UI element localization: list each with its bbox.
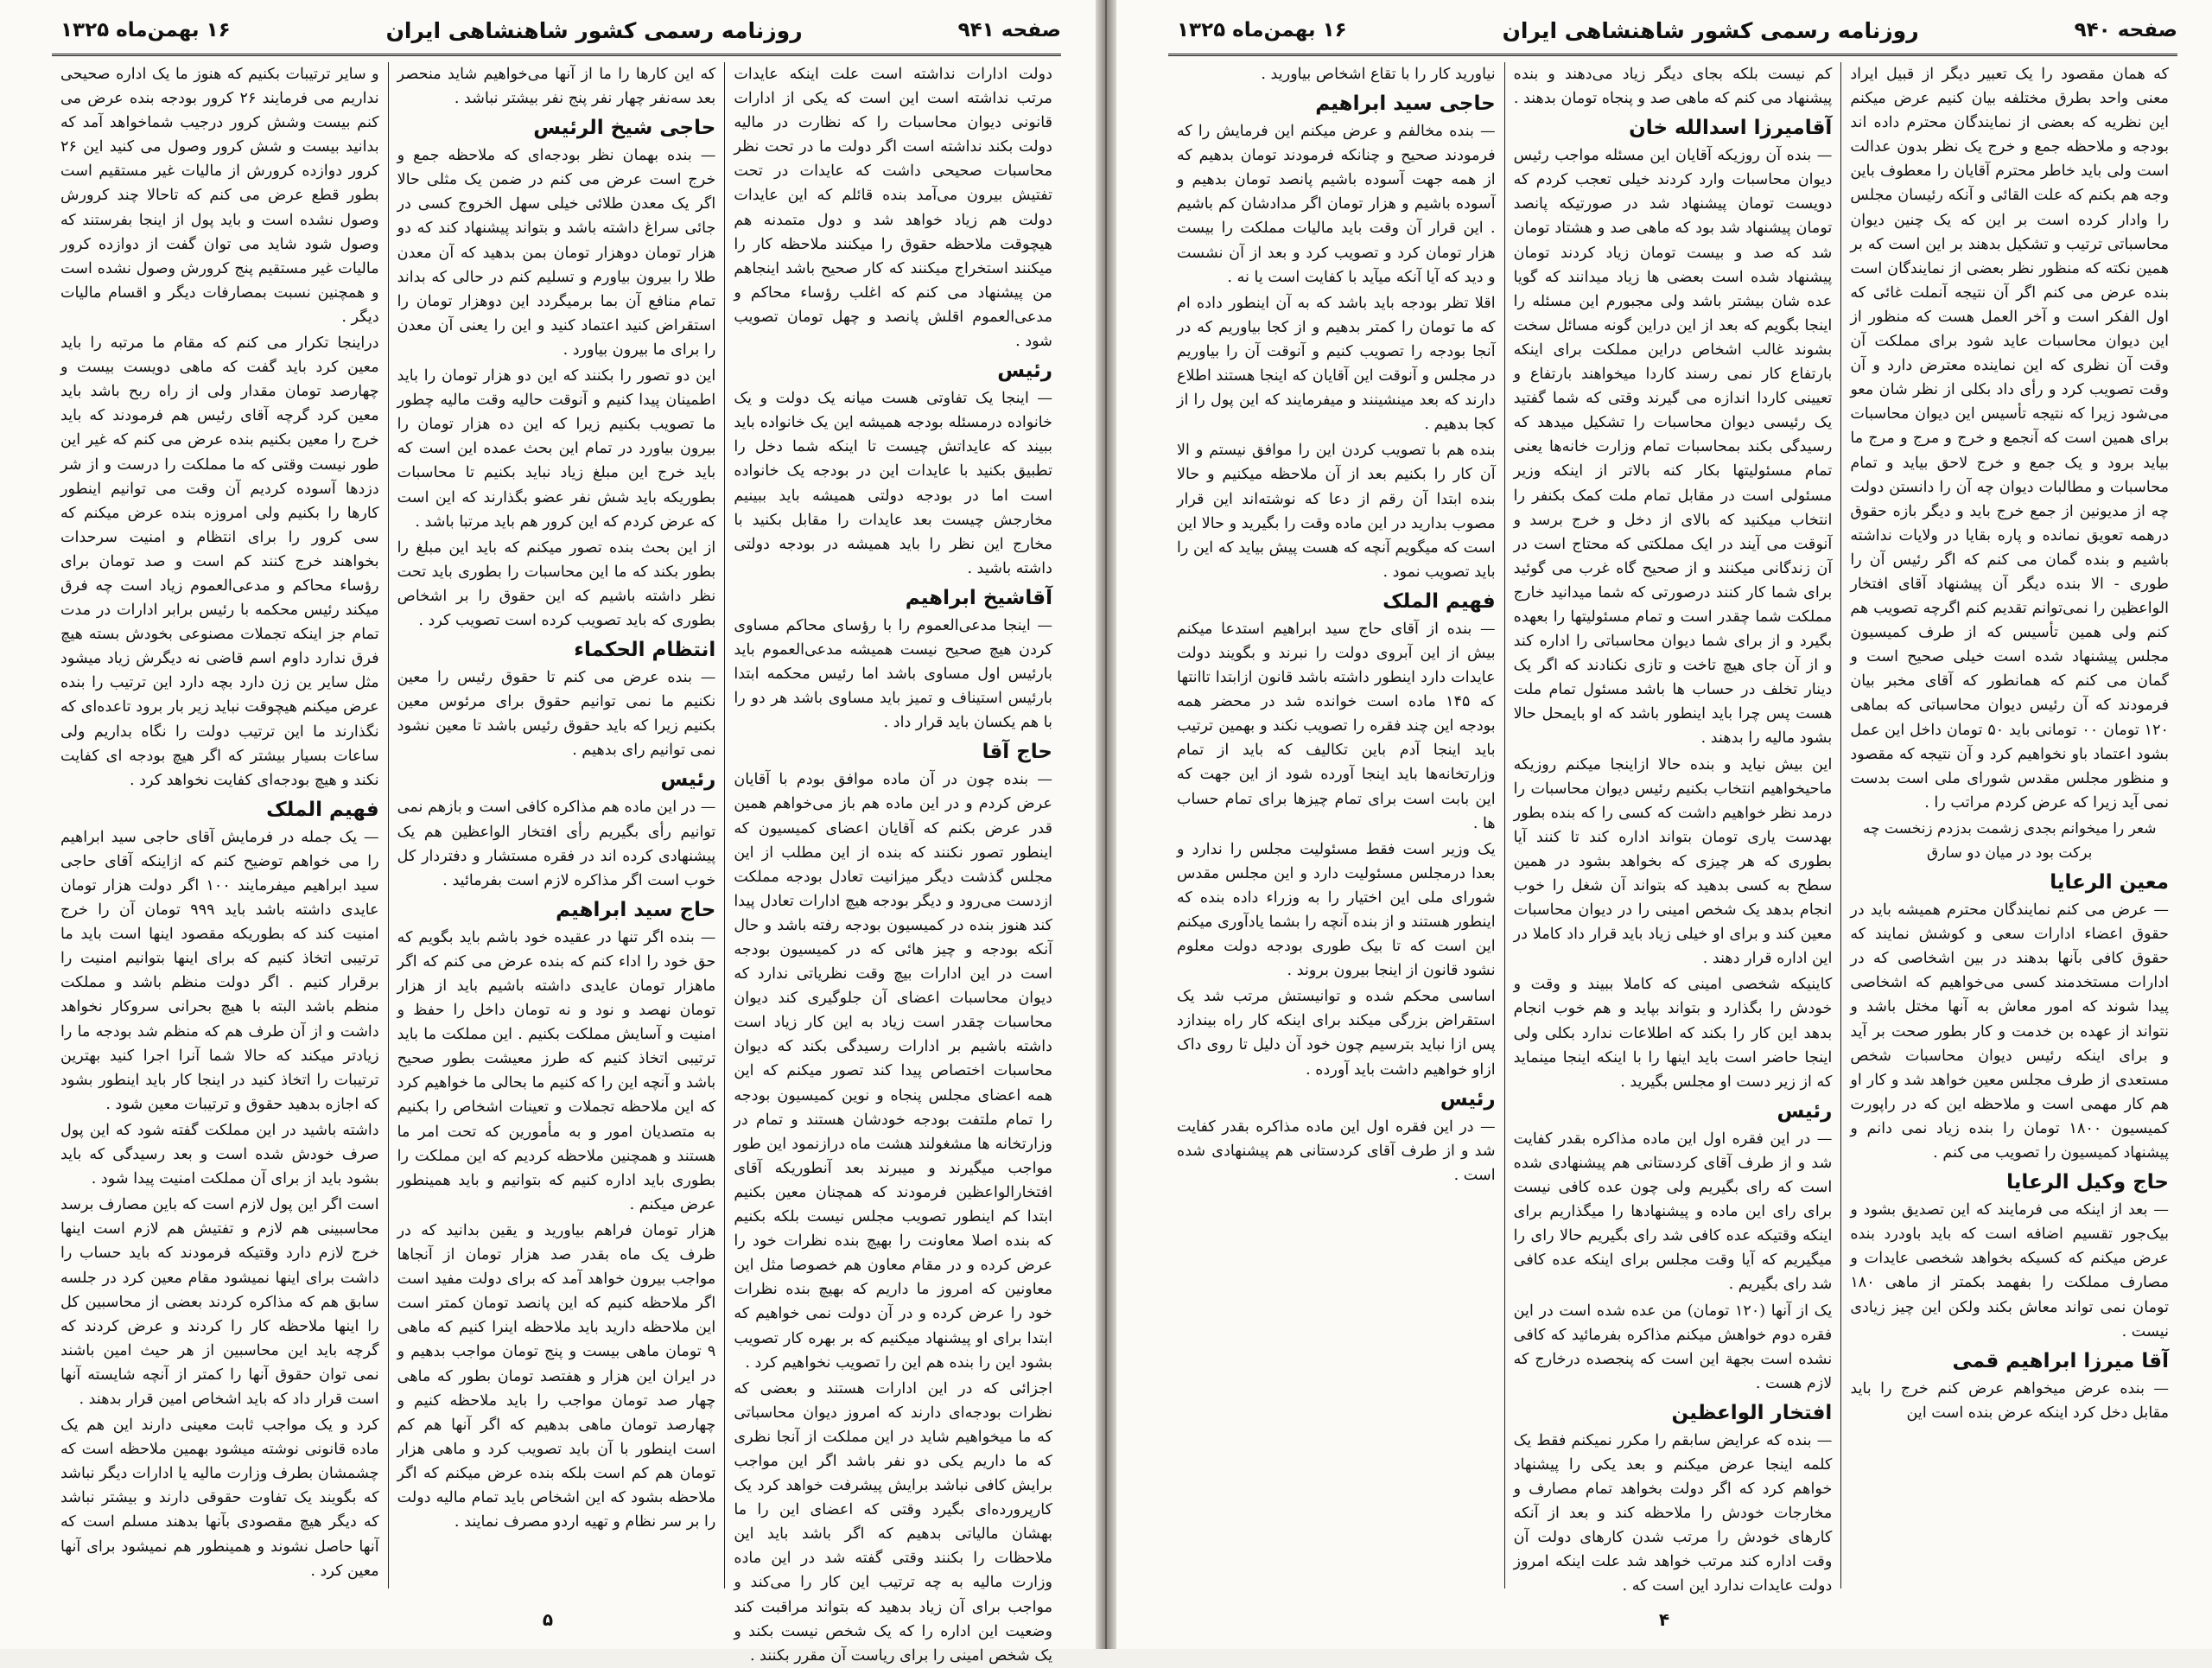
paragraph: و سایر ترتیبات بکنیم که هنوز ما یک اداره صحیحی نداریم می فرمایند ۲۶ کرور بودجه بنده عرض می کنم بیست وشش کرور درجیب شماخواهد آمد که بدانید بیست و شش کرور وصول می کنید این ۲۶ کرور دوازده کرورش از مالیات غیر مستقیم است بطور قطع عرض می کنم که تاحالا چند کرورش وصول نشده است و باید پول از اینجا بفرستند که وصول شود شاید می توان گفت از دوازده کرور مالیات غیر مستقیم پنج کرورش وصول نشده است و همچنین نسبت بمصارفات دیگر و اقسام مالیات دیگر . [60,66,379,326]
paragraph: کم نیست بلکه بجای دیگر زیاد می‌دهند و بنده پیشنهاد می کنم که ماهی صد و پنجاه تومان بدهند . [1513,66,1833,108]
paragraph: — بنده عرض میخواهم عرض کنم خرج را باید مقابل دخل کرد اینکه عرض بنده است این [1850,1379,2169,1422]
speaker-heading: حاجی سید ابراهیم [1315,92,1496,116]
speaker-heading: حاج آقا [982,741,1052,764]
paragraph: — در این ماده هم مذاکره کافی است و بازهم نمی توانیم رأی بگیریم رأی افتخار الواعظین هم یک پیشنهادی کرده اند در فقره مستشار و دفتردار کل خوب است اگر مذاکره لازم است بفرمائید . [397,799,716,889]
speaker-heading: رئیس [660,768,716,792]
paragraph: — بنده عرض می کنم تا حقوق رئیس را معین نکنیم ما نمی توانیم حقوق برای مرئوس معین بکنیم زیرا که باید حقوق رئیس باشد تا معین نشود نمی توانیم رای بدهیم . [397,669,716,760]
newspaper-title: روزنامه رسمی کشور شاهنشاهی ایران [1502,17,1919,43]
paragraph: کرد و یک مواجب ثابت معینی دارند این هم یک ماده قانونی نوشته میشود بهمین ملاحظه است که چشمشان بطرف وزارت مالیه یا ادارات دیگر نباشد که بگویند یک تفاوت حقوقی دارند و بیشتر نباشد که دیگر هیچ مقصودی بآنها بدهند مسلم است که آنها حاصل نشوند و همینطور هم نمیشود برای آنها معین کرد . [60,1417,379,1580]
speaker-heading: آقامیرزا اسدالله خان [1629,117,1833,140]
paragraph: — عرض می کنم نمایندگان محترم همیشه باید در حقوق اعضاء ادارات سعی و کوشش نمایند که حقوق کافی بآنها بدهند در بین اشخاصی که در ادارات مستخدمند کسی می‌خواهیم که اشخاصی پیدا شوند که امور معاش به آنها مختل باشد و نتواند از عهده بن خدمت و کار بطور صحت بر آید و برای اینکه رئیس دیوان محاسبات شخص مستعدی از طرف مجلس معین خواهد شد و کار او هم کار مهمی است و ملاحظه این که در راپورت کمیسیون ۱۸۰۰ تومان را بنده زیاد نمی دانم و پیشنهاد کمیسیون را تصویب می کنم . [1850,901,2169,1162]
paragraph: — در این فقره اول این ماده مذاکره بقدر کفایت شد و از طرف آقای کردستانی هم پیشنهادی شده است که رای بگیریم ولی چون عده کافی نیست برای رای این ماده و پیشنهادها را میگذاریم برای اینکه وقتیکه عده کافی شد رای بگیریم حالا رای را میگیریم که آیا وقت مجلس برای اینکه عده کافی شد رای بگیریم . [1513,1130,1833,1294]
masthead-left [60,7,1061,54]
paragraph: یک وزیر است فقط مسئولیت مجلس را ندارد و بعدا درمجلس مسئولیت دارد و این مجلس مقدس شورای ملی این اختیار را به وزراء داده بنده که اینطور هستند و از بنده آنچه را بشما یادآوری میکنم این است که تا بیک طوری بودجه دولت معلوم نشود قانون از اینجا بیرون بروند . [1176,840,1496,980]
paragraph: — اینجا یک تفاوتی هست میانه یک دولت و یک خانواده درمسئله بودجه همیشه این یک خانواده باید ببیند که عایداتش چیست تا اینکه شما دخل را تطبیق بکنید با عایدات این در بودجه یک خانواده است اما در بودجه دولتی همیشه باید ببینیم مخارجش چیست بعد عایدات را مقابل بکنید با مخارج این نظر را باید همیشه در بودجه دولتی داشته باشید . [734,390,1052,577]
page-label: صفحه ۹۴۰ [2074,19,2177,41]
speaker-heading: حاج سید ابراهیم [556,898,716,921]
paragraph: اساسی محکم شده و توانیستش مرتب شد یک استقراض بزرگی میکند برای اینکه کار راه بیندازد پس ازا نباید بترسیم چون خود آن دلیل تا روی داک ازاو خواهیم داشت باید آورده . [1176,988,1496,1079]
paragraph: این بیش نیاید و بنده حالا ازاینجا میکنم روزیکه ماحیخواهیم انتخاب بکنیم رئیس دیوان محاسبات را درمد نظر خواهیم داشت که کسی را که بنده بطور بهدست یاری تومان بتواند اداره کند تا کنند آیا بطوری که هر چیزی که بخواهد بشود در همین سطح به کسی بدهید که بتواند آن شغل را خوب انجام بدهد یک شخص امینی را در دیوان محاسبات معین کند و برای او خیلی زیاد باید قرار داد کاملا در این اداره قرار دهند . [1513,755,1833,968]
speaker-heading: رئیس [1777,1099,1833,1123]
paragraph: است اگر این پول لازم است که باین مصارف برسد محاسبینی هم لازم و تفتیش هم لازم است اینها خرج لازم دارد وقتیکه فرمودند که باید حساب را داشت برای اینها نمیشود مقام معین کرد در جلسه سابق هم که مذاکره کردند بعضی از محاسبین کل را اینها ملاحظه کار را کردند و عرض کردند که گرچه باید این محاسبین از هر حیث امین باشند نمی توان حقوق آنها را کمتر از آنچه شایسته آنها است قرار داد که باید اشخاص امین قرار بدهند . [60,1196,379,1408]
issue-date: ۱۶ بهمن‌ماه ۱۳۲۵ [60,19,231,41]
speaker-heading: انتظام الحکماء [574,639,716,662]
page-footer-number: ۴ [1658,1609,1670,1630]
text-column [52,62,388,1588]
paragraph: اقلا تظر بودجه باید باشد که به آن اینطور داده ام که ما تومان را کمتر بدهیم و از کجا بیاوریم که در آنجا بودجه را تصویب کنیم و آنوقت آن را بیاوریم در مجلس و آنوقت این آقایان که اینجا هستند اطلاع دارند که بعد مینشینند و میفرمایند که این پول را از کجا بدهیم . [1176,294,1496,434]
newspaper-title: روزنامه رسمی کشور شاهنشاهی ایران [385,17,803,43]
paragraph: هزار تومان فراهم بیاورید و یقین بدانید که در ظرف یک ماه بقدر صد هزار تومان از آنجاها مواجب بیرون خواهد آمد که برای دولت مفید است اگر ملاحظه کنیم که این پانصد تومان کمتر است این ملاحظه دارید باید ملاحظه اینرا کنیم که ماهی ۹ تومان ماهی بیست و پنج تومان مواجب بدهیم و در ایران این هزار و هفتصد تومان بطور که ماهی چهار صد تومان مواجب را باید ملاحظه کنیم و چهارصد تومان ماهی بدهیم که اگر آنها هم کم است اینطور با آن باید تصویب کرد و ماهی هزار تومان هم کم است بلکه بنده عرض میکنم که اگر ملاحظه بشود که این اشخاص باید تمام مالیه دولت را بر سر نظام و تهیه اردو مصرف نمایند . [397,1221,716,1531]
speaker-heading: حاجی شیخ الرئیس [533,117,716,140]
text-column [1840,62,2177,1588]
speaker-heading: آقاشیخ ابراهیم [905,586,1052,609]
speaker-heading: آقا میرزا ابراهیم قمی [1952,1349,2169,1372]
text-column [1504,62,1841,1595]
paragraph: بنده هم با تصویب کردن این را موافق نیستم و الا آن کار را بکنیم بعد از آن ملاحظه میکنیم و حالا بنده ابتدا آن رقم از دعا که نوشته‌اند این قرار مصوب بدارید در این ماده وقت را بگیرید و حالا این است که میگویم آنچه که هست پیش بیاید که این را باید تصویب نمود . [1176,442,1496,581]
paragraph: نیاورید کار را با تقاع اشخاص بیاورید . [1261,66,1496,83]
header-rule [52,54,1061,56]
page-940 [1116,0,2212,1649]
paragraph: که این کارها را ما از آنها می‌خواهیم شاید منحصر بعد سه‌نفر چهار نفر پنج نفر بیشتر نباشد . [397,66,716,108]
paragraph: — بنده چون در آن ماده موافق بودم با آقایان عرض کردم و در این ماده هم باز می‌خواهم همین قدر عرض بکنم که آقایان اعضای کمیسیون که اینطور تصور نکنند که بنده از این مطلب از این مجلس گذشت دیگر میزانیت تعادل بودجه مملکت ازدست می‌رود و دیگر بودجه هیچ ادارات تعادل پیدا کند هنوز بنده در کمیسیون بودجه رفته باشد و حال آنکه بودجه و چیز هائی که در کمیسیون بودجه است در این ادارات بیچ وقت نظریاتی ندارد که دیوان محاسبات اعضای آن جلوگیری کند دیوان محاسبات چقدر است زیاد به این کار زیاد است داشته باشیم بر ادارات رسیدگی بکند که دیوان محاسبات اختصاص پیدا کند تصور میکنم که این همه اعضای مجلس پنجاه و نوین کمیسیون بودجه را تمام ملتفت بودجه خودشان هستند و تمام در وزارتخانه ها مشغولند هشت ماه درازنمود این طور مواجب میگیرند و میبرند بعد آنطوریکه آقای افتخارالواعظین فرمودند که همچنان معین بکنیم ابتدا کم اینطور تصویب مجلس نیست بلکه بکنیم که بنده اصلا معاونت را بهیچ بنده نظرات خود را عرض کرده و در مقام معاون هم خصوصا مثل این معاونین که امروز ما داریم که بهیچ بنده نظرات خود را عرض کرده و در آن دولت نمی خواهیم که ابتدا برای او پیشنهاد میکنیم که بر بهره کار تصویب بشود این را بنده هم این را تصویب نخواهیم کرد . [734,771,1052,1372]
speaker-heading: حاج وکیل الرعایا [2006,1171,2169,1194]
paragraph: — بعد از اینکه می فرمایند که این تصدیق بشود و بیک‌جور تقسیم اضافه است که باید باودرد بنده عرض میکنم که کسیکه بخواهد شخصی عایدات و مصارف مملکت را بفهمد بکمتر از ماهی ۱۸۰ تومان نمی تواند معاش بکند ولکن این چیز زیادی نیست . [1850,1201,2169,1340]
paragraph: که همان مقصود را یک تعبیر دیگر از قبیل ایراد معنی واحد بطرق مختلفه بیان کنیم عرض میکنم این نظریه که بعضی از نمایندگان محترم داده اند بودجه و ملاحظه جمع و خرج یک نظر بدون عدالت است ولی باید خاطر محترم آقایان را معطوف باین وجه هم بکنم که علت القائی و آنکه رئیسان مجلس را وادار کرده است بر این که یک چنین دیوان محاسباتی ترتیب و تشکیل بدهند بر این است که بر همین نکته که منظور نظر بعضی از نمایندگان است بنده عرض می کنم اگر آن نتیجه آنملت غائی که اول الفکر است و آخر العمل هست که منظور از این دیوان محاسبات عاید شود برای مملکت آن وقت آن نظری که این نماینده معترض دارد و آن وقت تصویب کرد و رأی داد بکلی از نظر شان معو می‌شود زیرا که نتیجه تأسیس این دیوان محاسبات برای همین است که آنجمع و خرج و مرج و مرج ما بیاید برود و یک جمع و خرج لاحق بیاید و تمام محاسبات و مطالبات دیوان چه آن را دانستن دولت چه از مدیونین از جمع خرج باید و دیگر بازه حقوق درهمه تعویق نمانده و پاره بقایا در ولایات نداشته باشیم و بنده گمان می کنم که اگر رئیس آن را طوری - الا بنده دیگر آن پیشنهاد آقای افتخار الواعظین را نمی‌توانم تقدیم کنم اگرچه تصویب هم کنم ولی همین تأسیس که از طرف کمیسیون مجلس پیشنهاد شده است خیلی صحیح است و گمان می کنم که همانطور که آقای مخبر بیان فرمودند که آن رئیس دیوان محاسباتی که بماهی ۱۲۰ تومان ۰۰ تومانی باید ۵۰ تومان داخل این عمل بشود اعتماد باو نخواهیم کرد و آن نتیجه که مقصود و منظور مجلس مقدس شورای ملی است بدست نمی آید زیرا که عرض کردم مراتب را . [1850,66,2169,812]
paragraph: یک از آنها (۱۲۰ تومان) من عده شده است در این فقره دوم خواهش میکنم مذاکره بفرمائید که کافی نشده است بجهة این است که پنجصده درخارج که لازم هست . [1513,1302,1833,1392]
masthead-right [1177,7,2177,54]
speaker-heading: رئیس [997,360,1052,383]
paragraph: این دو تصور را بکنند که این دو هزار تومان را باید اطمینان پیدا کنیم و آنوقت حالیه وقت مالیه چطور ما تصویب بکنیم زیرا که این ده هزار تومان را بیرون بیاورد در تمام این بحث عمده این است که باید خرج این مبلغ زیاد نباید بکنیم تا محاسبات بطوریکه باید شش نفر عضو بگذارند که این است که عرض کردم که این کرور هم باید مرتبا باشد . [397,367,716,531]
text-columns [1168,62,2177,1595]
paragraph: شعر را میخوانم بجدی زشمت بدزدم زنخست چه برکت بود در میان دو سارق [1862,819,2157,862]
text-columns [52,62,1061,1665]
speaker-heading: افتخار الواعظین [1671,1401,1833,1424]
issue-date: ۱۶ بهمن‌ماه ۱۳۲۵ [1177,19,1347,41]
text-column [388,62,725,1588]
paragraph: دراینجا تکرار می کنم که مقام ما مرتبه را باید معین کرد باید گفت که ماهی دویست بیست و چهارصد تومان مقدار ولی از راه ربح باشد باید معین کرد گرچه آقای رئیس هم فرمودند که باید خرج را معین بکنیم بنده عرض می کنم که غیر این طور نیست وقتی که ما مملکت را درست و از شر دزدها آسوده کردیم آن وقت می توانیم اینطور کارها را بکنیم ولی امروزه بنده عرض میکنم که سی کرور را برای انتظام و امنیت سرحدات بخواهند خرج کنند کم است و صد تومان برای رؤساء محاکم و مدعی‌العموم زیاد است چه فرق میکند رئیس محکمه با رئیس برابر ادارات در مدت تمام جز اینکه تجملات مصنوعی بخودش بسته هیچ فرق ندارد داوم اسم قاضی نه دیگرش زیاد میشود مثل سایر ین زن دارد بچه دارد این ترتیب را بنده عرض میکنم هیچوقت نباید زیر بار برود تاعده‌ای که نگذارند ما این ترتیب دولت را نگاه بداریم ولی ساعات بسیار بیشتر که اگر هیچ بودجه ای کفایت نکند و هیچ بودجه‌ای کفایت نخواهد کرد . [60,334,379,789]
text-column [1168,62,1504,1588]
paragraph: — اینجا مدعی‌العموم را با رؤسای محاکم مساوی کردن هیچ صحیح نیست همیشه مدعی‌العموم باید بارئیس اول مساوی باشد اما رئیس محکمه ابتدا بارئیس استیناف و تمیز باید مساوی باشد هر دو را با هم یکسان باید قرار داد . [734,616,1052,732]
paragraph: — بنده بهمان نظر بودجه‌ای که ملاحظه جمع و خرج است عرض می کنم در ضمن یک مثلی حالا اگر یک معدن طلائی خیلی سهل الخروج کسی در جائی سراغ داشته باشد و بتواند پیشنهاد کند که دو هزار تومان دوهزار تومان بمن بدهید که آن معدن طلا را بیرون بیاورم و تسلیم کنم در حالی که بداند تمام منافع آن بما برمیگردد این دوهزار تومان را استقراض کنید اعتماد کنید و این را یعنی آن معدن را برای ما بیرون بیاورد . [397,147,716,359]
paragraph: — بنده از آقای حاج سید ابراهیم استدعا میکنم بیش از این آبروی دولت را نبرند و بگویند دولت عایدات دارد اینطور داشته باشد قانون ازابتدا تاانتها که ۱۴۵ ماده است خوانده شد در محضر همه بودجه این چند فقره را تصویب نکند و بهمین ترتیب باید اینجا آدم باین تکالیف که باید از تمام وزارتخانه‌ها باید اینجا آورده شود از این جهت که این بابت است برای تمام چیزها برای تمام حساب ها . [1176,620,1496,832]
header-rule [1168,54,2177,56]
paragraph: اجزائی که در این ادارات هستند و بعضی که نظرات بودجه‌ای دارند که امروز دیوان محاسباتی که ما میخواهیم شاید در این مملکت از آنجا نظری که ما داریم یکی دو نفر باشد اگر این مواجب برایش کافی نباشد برایش پیشرفت خواهد کرد یک کارپرورده‌ای بگیرد وقتی که اعضای این را ما بهشان مالیاتی بدهیم که اگر باشد باید این ملاحظات را بکنند وقتی گفته شد در این ماده وزارت مالیه به چه ترتیب این کار را می‌کند و مواجب برای آن زیاد بدهید که بتواند مراقبت کند وضعیت این اداره را که یک شخص نیست بکند و یک شخص امینی را برای ریاست آن مقرر بکنند . [734,1379,1052,1665]
page-footer-number: ۵ [542,1609,554,1630]
paragraph: داشته باشید در این مملکت گفته شود که این پول صرف خودش شده است و بعد رسیدگی که باید بشود باید از برای آن مملکت امنیت پیدا شود . [60,1121,379,1188]
paragraph: — یک جمله در فرمایش آقای حاجی سید ابراهیم را می خواهم توضیح کنم که ازاینکه آقای حاجی سید ابراهیم میفرمایند ۱۰۰ اگر دولت هزار تومان عایدی داشته باشد باید ۹۹۹ تومان آن را خرج امنیت کند که بطوریکه مقصود اینها است باید ما ترتیبی اتخاذ کنیم که برای اینها بتوانیم امنیت را برقرار کنیم . اگر دولت منظم باشد و مملکت منظم باشد البته با هیچ بحرانی سروکار نخواهد داشت و از آن طرف هم که منظم شد بودجه ما را زیادتر میکند که حالا شما آنرا اجرا کنید بهترین ترتیبات را اتخاذ کنید در اینجا کار باید اینطور بشود که اجازه بدهید حقوق و ترتیبات معین شود . [60,828,379,1113]
paragraph: — بنده اگر تنها در عقیده خود باشم باید بگویم که حق خود را اداء کنم که بنده عرض می کنم که اگر ماهزار تومان عایدی داشته باشیم باید از هزار تومان نهصد و نود و نه تومان داخل را حفظ و امنیت و آسایش مملکت بکنیم . این مملکت ما باید ترتیبی اتخاذ کنیم که طرز معیشت بطور صحیح باشد و آنچه این را که کنیم ما بحالی ما خواهیم کرد که این ملاحظه تجملات و تعینات اشخاص را بکنیم به متصدیان امور و به مأمورین که تحت امر ما هستند و همچنین ملاحظه کردیم که این مملکت را بطوری باید اداره کنیم که بتوانیم و باید همینطور عرض میکنم . [397,928,716,1213]
paragraph: کاینیکه شخصی امینی که کاملا ببیند و وقت و خودش را بگذارد و بتواند بپاید و هم خوب انجام بدهد این کار را بکند که اطلاعات ندارد بکلی ولی اینجا حاضر است باید اینها را با اینکه اینجا مینماید که از زیر دست او مجلس بگیرید . [1513,976,1833,1091]
paragraph: — در این فقره اول این ماده مذاکره بقدر کفایت شد و از طرف آقای کردستانی هم پیشنهادی شده است . [1176,1117,1496,1184]
speaker-heading: رئیس [1440,1087,1496,1111]
page-941 [0,0,1096,1665]
speaker-heading: معین الرعایا [2050,871,2169,894]
paragraph: از این بحث بنده تصور میکنم که باید این مبلغ را بطور بکند که ما این محاسبات را بطوری باید تحت نظر داشته باشیم که این حقوق را بر اشخاص بطوری که باید تصویب کرده است تصویب کرد . [397,538,716,629]
paragraph: — بنده که عرایض سابقم را مکرر نمیکنم فقط یک کلمه اینجا عرض میکنم و بعد یکی را پیشنهاد خواهم کرد که اگر دولت بخواهد تمام مصارف و مخارجات خودش را ملاحظه کند و بعد از آنکه کارهای خودش را مرتب شدن کارهای دولت آن وقت اداره کند مرتب خواهد شد علت اینکه امروز دولت عایدات ندارد این است که . [1513,1431,1833,1595]
speaker-heading: فهیم الملک [1382,589,1496,613]
text-column [724,62,1061,1665]
book-gutter [1096,0,1116,1649]
paragraph: — بنده مخالفم و عرض میکنم این فرمایش را که فرمودند صحیح و چنانکه فرمودند تومان بدهیم که از همه جهت آسوده باشیم پانصد تومان بدهیم و آسوده باشیم و هزار تومان اگر مدادشان کم باشیم . این قرار آن وقت باید مالیات مملکت را بیست هزار تومان کرد و تصویب کرد و بعد از آن نشست و دید که آیا آنکه میآید با کفایت است یا نه . [1176,123,1496,286]
paragraph: — بنده آن روزیکه آقایان این مسئله مواجب رئیس دیوان محاسبات وارد کردند خیلی تعجب کردم که دویست تومان پیشنهاد شد در صورتیکه پانصد تومان پیشنهاد شد بود که ماهی صد و هشتاد تومان شد که صد و بیست تومان زیاد کردند تومان پیشنهاد شده است بعضی ها زیاد میدانند که گویا عده شان بیشتر باشد ولی مجبورم این مسئله را اینجا بگویم که بعد از این دراین گونه مسائل سخت بشوند غالب اشخاص دراین مملکت برای اینکه بارتفاع کار نمی رسند کاردا میخواهند بارتفاع و تعیینی کاردا اندازه می گیرند وقتی که شما گفتید یک رئیسی دیوان محاسبات را تشکیل میدهد که رسیدگی بکند بمحاسبات تمام وزارت خانه‌ها یعنی تمام مسئولیتها بکار کنه بالاتر از اینکه وزیر مسئولی است در مقابل تمام ملت کمک بکنفر را انتخاب میکنید که بالای از دخل و خرج برسد و آنوقت می آیند در ایک مملکتی که محتاج است در آن زندگانی میکنند و از صحیح گاه غرب می گوئید برای شما کار کنند درصورتی که شما میدانید خارج مملکت شما چقدر است و تمام مسئولیتها را بعهده بگیرد و از برای شما دیوان محاسباتی را اداره کند و از آن جای هیچ تاخت و تازی نکنادند که اگر یک دینار تخلف در حساب ها باشد مسئول تمام ملت هست پس چرا باید اینطور باشد که او بایمحل حالا بشود مالیه را بدهند . [1513,147,1833,748]
speaker-heading: فهیم الملک [266,798,379,821]
paragraph: دولت ادارات نداشته است علت اینکه عایدات مرتب نداشته است این است که یکی از ادارات قانونی دیوان محاسبات را که نظارت در مالیه دولت بکند نداشته است اگر دولت ما در تحت نظر محاسبات صحیحی داشت که عایدات در تحت تفتیش بیرون می‌آمد بنده قائلم که این عایدات دولت هم زیاد خواهد شد و دول متمدنه هم هیچوقت ملاحظه حقوق را میکنند ملاحظه کار را میکنند استخراج میکنند که کار صحیح باشد اینجاهم من پیشنهاد می کنم که اغلب رؤساء محاکم و مدعی‌العموم اقلش پانصد و چهل تومان تصویب شود . [734,66,1052,351]
page-label: صفحه ۹۴۱ [957,19,1061,41]
